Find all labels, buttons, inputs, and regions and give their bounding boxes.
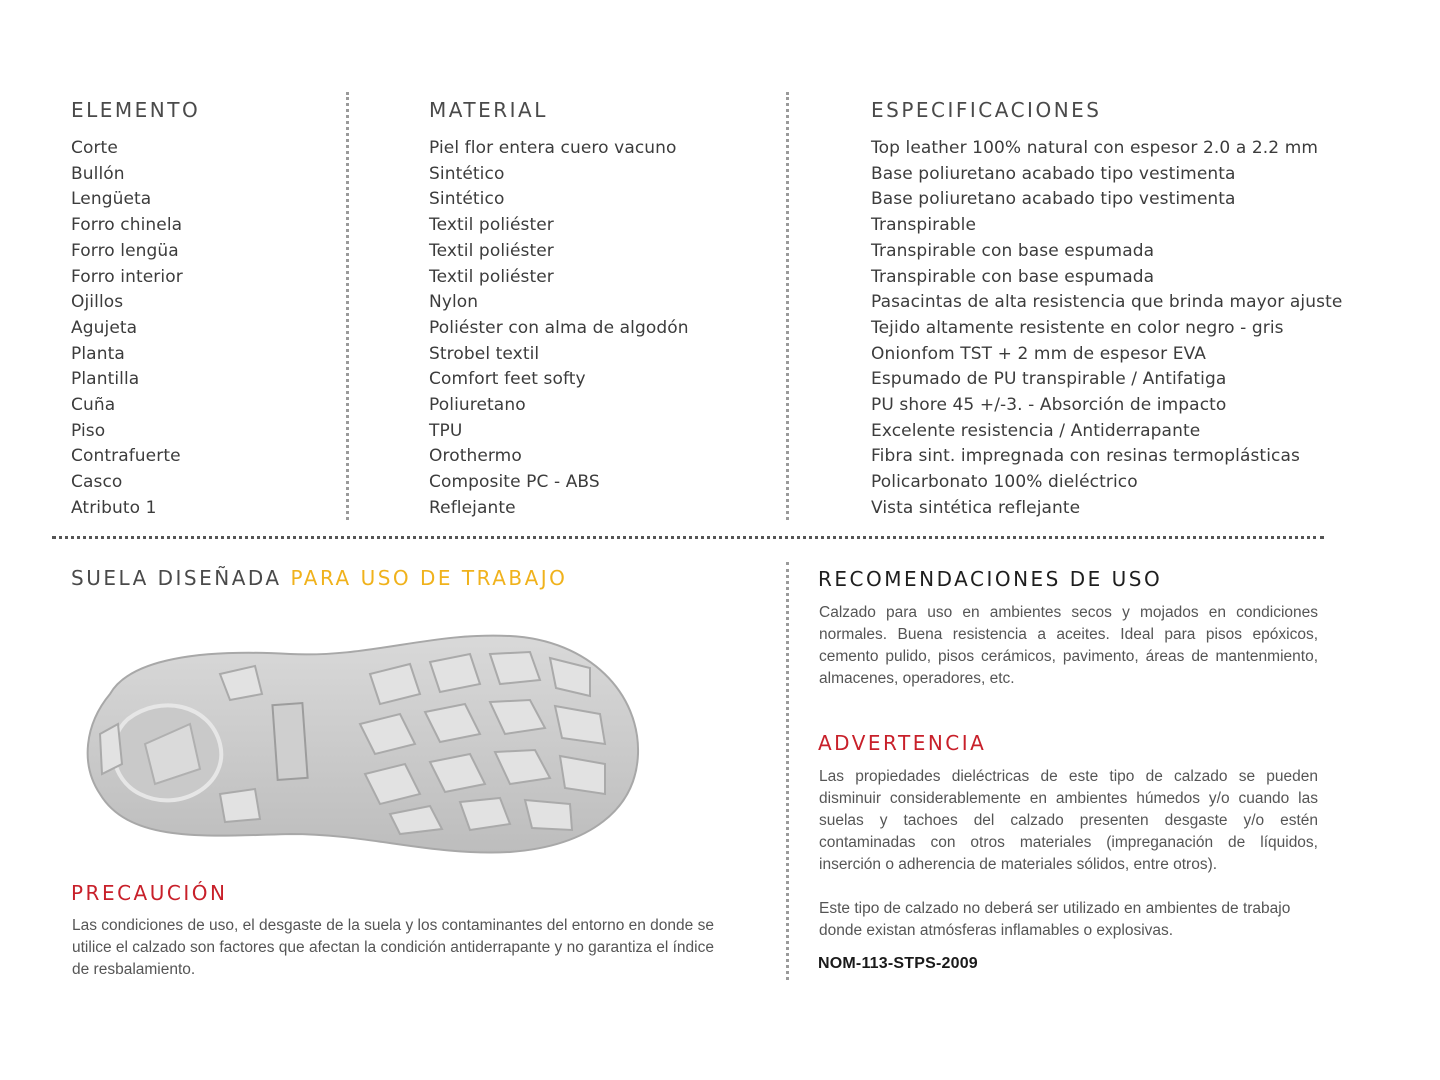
list-item: Base poliuretano acabado tipo vestimenta <box>871 189 1236 210</box>
advertencia-text-secondary: Este tipo de calzado no deberá ser utilizado en ambientes de trabajo donde existan atmósferas inflamables o explosivas. <box>819 900 1291 939</box>
recomendaciones-title: RECOMENDACIONES DE USO <box>818 567 1163 591</box>
especificaciones-column <box>871 96 1341 522</box>
list-item: Strobel textil <box>429 343 540 364</box>
list-item: Espumado de PU transpirable / Antifatiga <box>871 369 1227 390</box>
recomendaciones-text: Calzado para uso en ambientes secos y mojados en condiciones normales. Buena resistencia a aceites. Ideal para pisos epóxicos, cemento pulido, pisos cerámicos, pavimento, áreas de mantenmiento, almacenes, operadores, etc. <box>819 604 1318 687</box>
sole-title <box>71 566 567 590</box>
list-item: Poliuretano <box>429 395 526 416</box>
list-item: Poliéster con alma de algodón <box>429 317 689 338</box>
precaucion-title: PRECAUCIÓN <box>71 881 228 905</box>
especificaciones-header: ESPECIFICACIONES <box>871 98 1102 122</box>
list-item: Piso <box>71 420 106 441</box>
material-header: MATERIAL <box>429 98 548 122</box>
list-item: Onionfom TST + 2 mm de espesor EVA <box>871 343 1206 364</box>
list-item: Casco <box>71 472 123 493</box>
advertencia-text: Las propiedades dieléctricas de este tipo de calzado se pueden disminuir considerablemente en ambientes húmedos y/o cuando las suelas y tachoes del calzado presenten desgaste y/o estén contaminadas con otros materiales (impreganación de líquidos, inserción o adherencia de materiales sólidos, entre otros). <box>819 768 1318 873</box>
list-item: Planta <box>71 343 125 364</box>
list-item: Fibra sint. impregnada con resinas termoplásticas <box>871 446 1300 467</box>
list-item: Textil poliéster <box>429 215 554 236</box>
material-column <box>429 96 779 522</box>
list-item: Tejido altamente resistente en color negro - gris <box>871 317 1284 338</box>
list-item: Orothermo <box>429 446 522 467</box>
list-item: Nylon <box>429 292 479 313</box>
list-item: Base poliuretano acabado tipo vestimenta <box>871 163 1236 184</box>
list-item: Forro chinela <box>71 215 183 236</box>
elemento-list <box>71 136 341 522</box>
list-item: Plantilla <box>71 369 140 390</box>
list-item: Bullón <box>71 163 125 184</box>
list-item: Textil poliéster <box>429 266 554 287</box>
list-item: Atributo 1 <box>71 497 157 518</box>
column-divider <box>786 562 789 980</box>
list-item: Transpirable con base espumada <box>871 266 1155 287</box>
sole-title-highlight: PARA USO DE TRABAJO <box>290 566 568 590</box>
list-item: Vista sintética reflejante <box>871 497 1081 518</box>
list-item: Sintético <box>429 189 505 210</box>
sole-title-main: SUELA DISEÑADA <box>71 566 291 590</box>
column-divider <box>786 92 789 520</box>
list-item: Transpirable con base espumada <box>871 240 1155 261</box>
list-item: Piel flor entera cuero vacuno <box>429 138 677 158</box>
list-item: Comfort feet softy <box>429 369 586 390</box>
list-item: Cuña <box>71 395 116 416</box>
section-divider <box>52 536 1324 539</box>
list-item: Lengüeta <box>71 189 152 210</box>
list-item: TPU <box>429 420 463 441</box>
list-item: Forro interior <box>71 266 183 287</box>
list-item: Contrafuerte <box>71 446 181 467</box>
elemento-column <box>71 96 341 522</box>
list-item: Ojillos <box>71 292 124 313</box>
list-item: Transpirable <box>871 215 977 236</box>
column-divider <box>346 92 349 520</box>
list-item: Excelente resistencia / Antiderrapante <box>871 420 1201 441</box>
list-item: Agujeta <box>71 317 138 338</box>
especificaciones-list <box>871 136 1341 522</box>
list-item: Textil poliéster <box>429 240 554 261</box>
list-item: Sintético <box>429 163 505 184</box>
norma-label: NOM-113-STPS-2009 <box>818 955 978 972</box>
list-item: Forro lengüa <box>71 240 179 261</box>
list-item: Corte <box>71 138 118 158</box>
precaucion-text: Las condiciones de uso, el desgaste de la suela y los contaminantes del entorno en donde se utilice el calzado son factores que afectan la condición antiderrapante y no garantiza el índice de resbalamiento. <box>72 917 714 978</box>
sole-image <box>70 624 650 864</box>
list-item: Composite PC - ABS <box>429 472 600 493</box>
list-item: Top leather 100% natural con espesor 2.0 a 2.2 mm <box>871 138 1319 158</box>
list-item: Policarbonato 100% dieléctrico <box>871 472 1138 493</box>
list-item: Reflejante <box>429 497 516 518</box>
list-item: Pasacintas de alta resistencia que brinda mayor ajuste <box>871 292 1343 313</box>
material-list <box>429 136 779 522</box>
elemento-header: ELEMENTO <box>71 98 201 122</box>
advertencia-title: ADVERTENCIA <box>818 731 987 755</box>
list-item: PU shore 45 +/-3. - Absorción de impacto <box>871 395 1227 416</box>
